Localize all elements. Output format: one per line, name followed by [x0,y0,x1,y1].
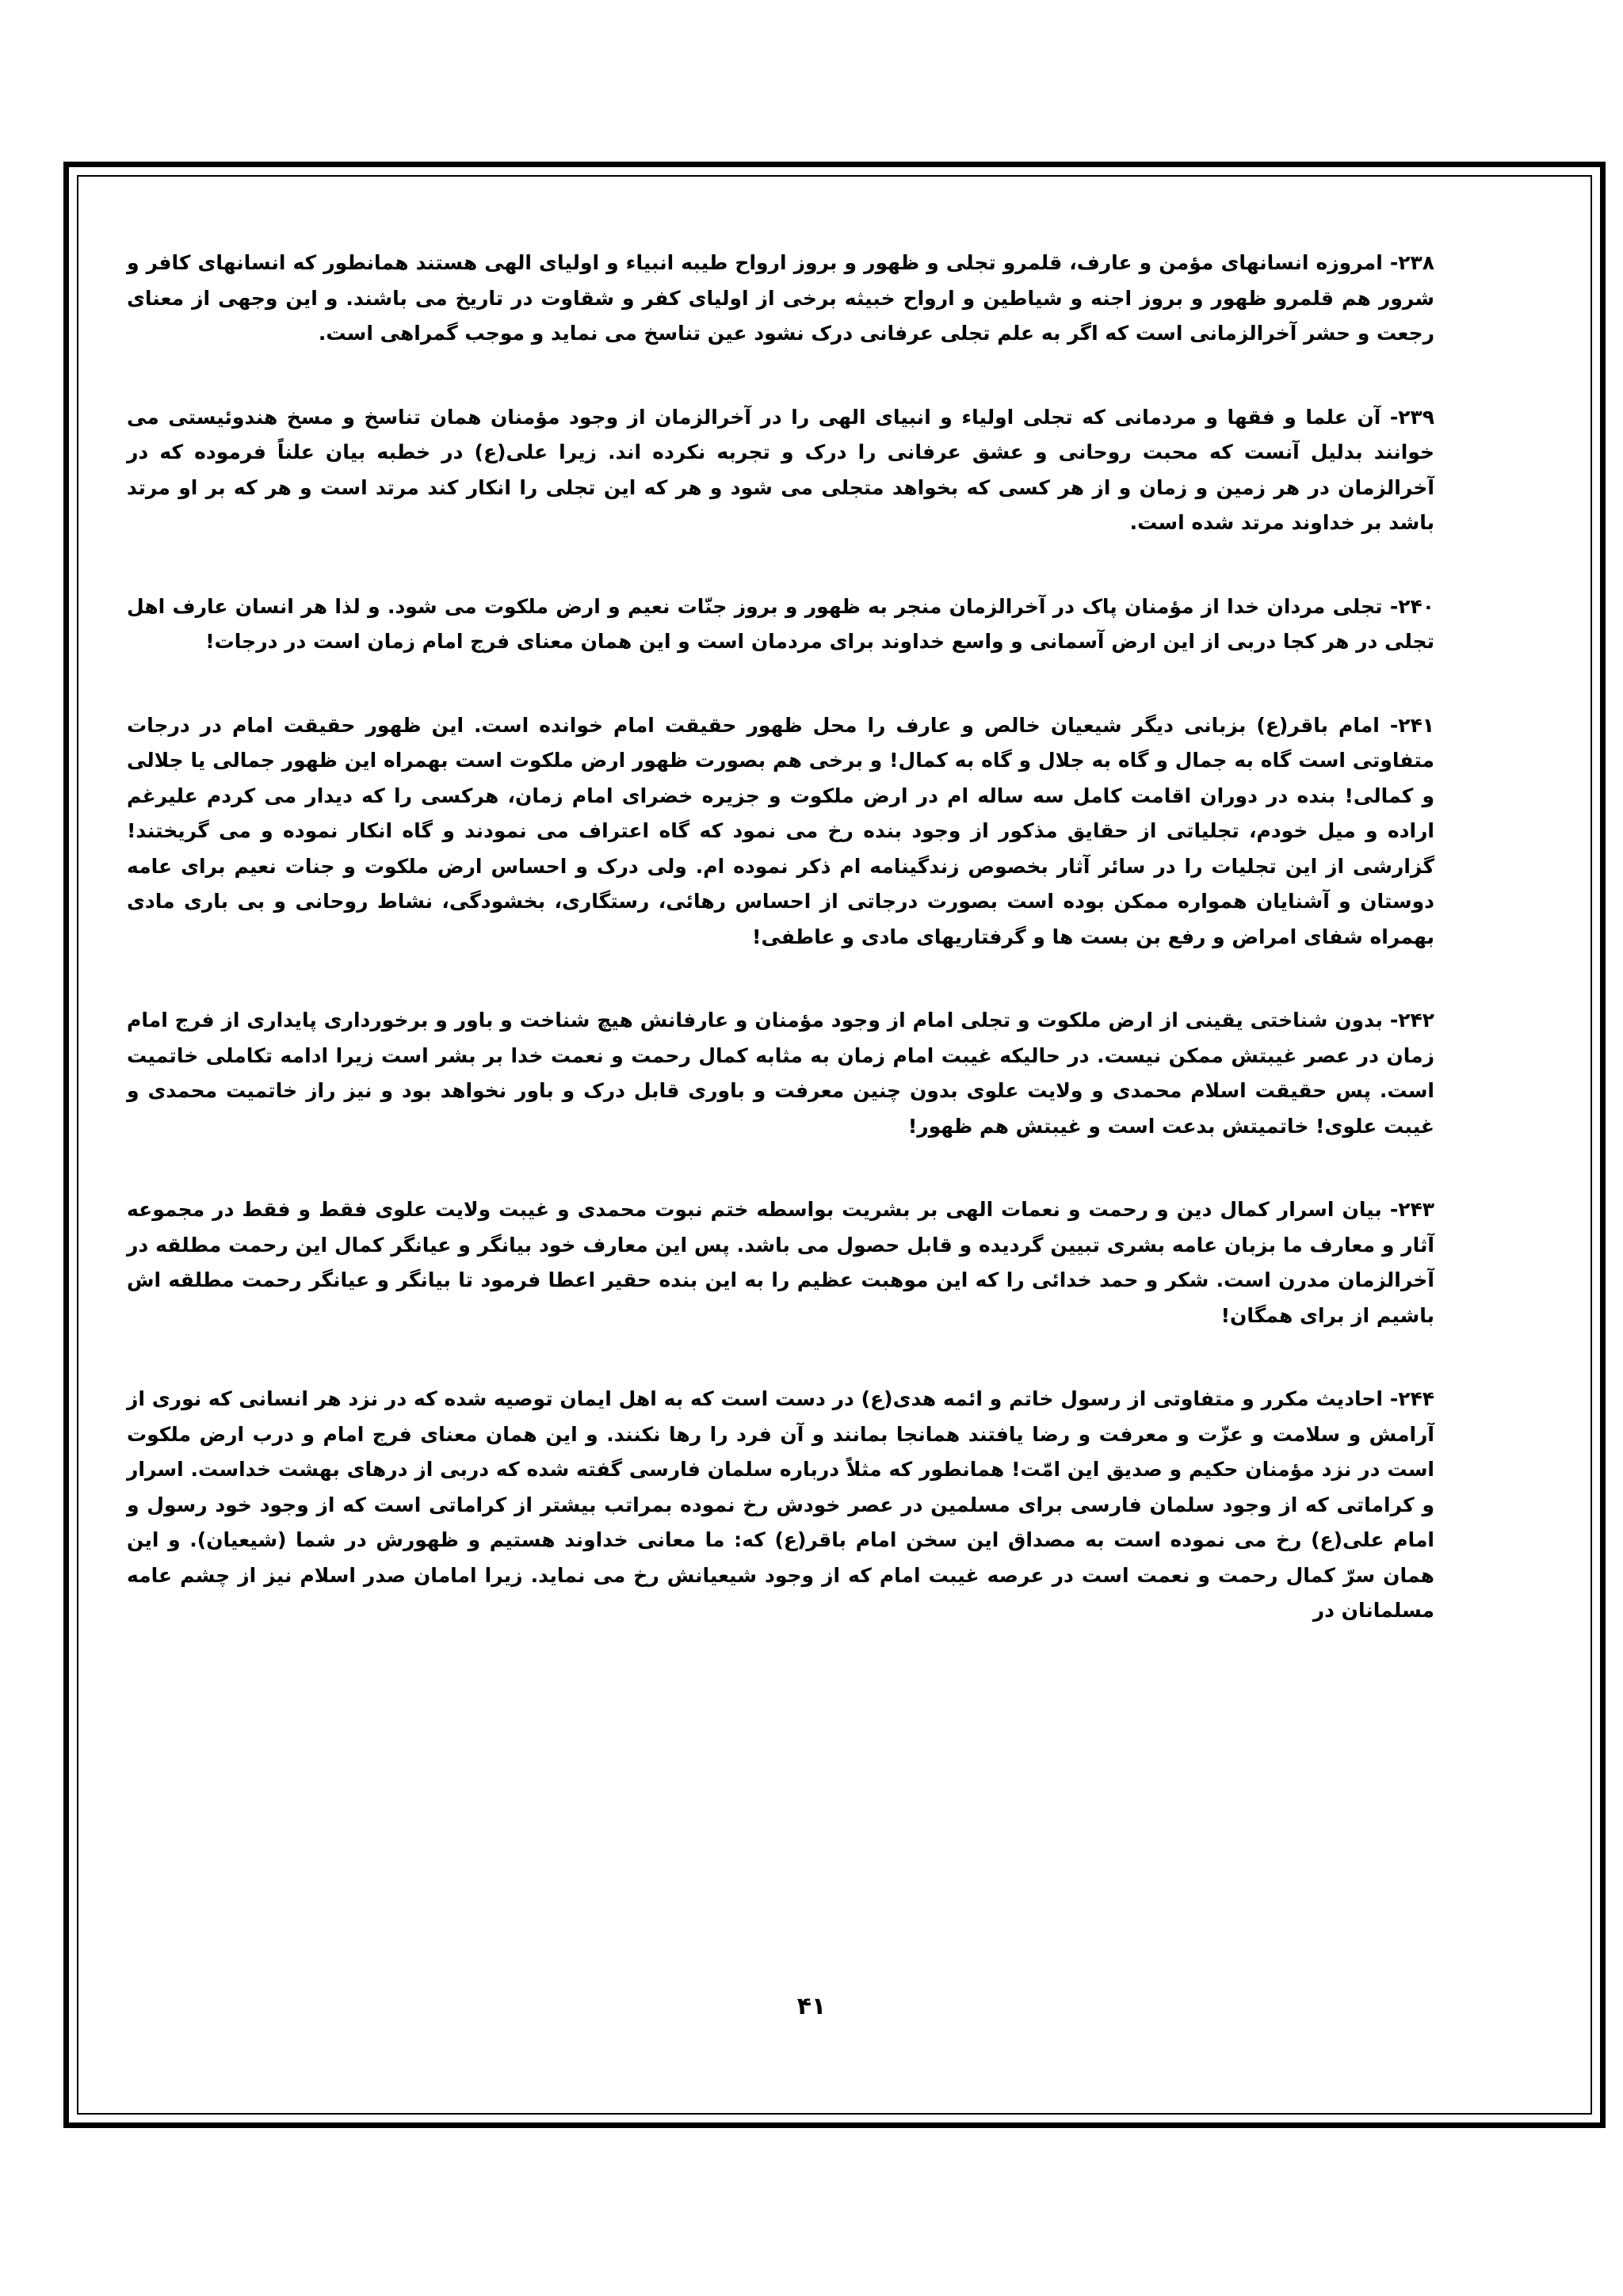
paragraph-number: ۲۴۰- [1389,594,1434,618]
paragraph-text: بدون شناختی یقینی از ارض ملکوت و تجلی امام از وجود مؤمنان و عارفانش هیچ شناخت و باور و برخورداری پایداری از فرج امام زمان در عصر غیبتش ممکن نیست. در حالیکه غیبت امام زمان به مثابه کمال رحمت و نعمت خدا بر بشر است زیرا ادامه تکاملی خاتمیت است. پس حقیقت اسلام محمدی و ولایت علوی بدون چنین معرفت و باوری قابل درک و باور نخواهد بود و نیز راز خاتمیت محمدی و غیبت علوی! خاتمیتش بدعت است و غیبتش هم ظهور! [127,1009,1434,1138]
paragraph-238 [127,246,1434,352]
paragraph-text: آن علما و فقها و مردمانی که تجلی اولیاء و انبیای الهی را در آخرالزمان از وجود مؤمنان همان تناسخ و مسخ هندوئیستی می خوانند بدلیل آنست که محبت روحانی و عشق عرفانی را درک و تجربه نکرده اند. زیرا علی(ع) در خطبه بیان علناً فرموده که در آخرالزمان در هر زمین و زمان و از هر کسی که بخواهد متجلی می شود و هر که این تجلی را انکار کند مرتد است و هر که بر او مرتد باشد بر خداوند مرتد شده است. [127,405,1434,534]
paragraph-text: تجلی مردان خدا از مؤمنان پاک در آخرالزمان منجر به ظهور و بروز جنّات نعیم و ارض ملکوت می شود. و لذا هر انسان عارف اهل تجلی در هر کجا دربی از این ارض آسمانی و واسع خداوند برای مردمان است و این همان معنای فرج امام زمان است در درجات! [127,594,1434,653]
paragraph-number: ۲۴۳- [1389,1198,1434,1221]
paragraph-text: امام باقر(ع) بزبانی دیگر شیعیان خالص و عارف را محل ظهور حقیقت امام خوانده است. این ظهور حقیقت امام در درجات متفاوتی است گاه به جمال و گاه به جلال و گاه به کمال! و برخی هم بصورت ظهور ارض ملکوت است بهمراه این ظهور جمالی یا جلالی و کمالی! بنده در دوران اقامت کامل سه ساله ام در ارض ملکوت و جزیره خضرای امام زمان، هرکسی را که دیدار می کردم علیرغم اراده و میل خودم، تجلیاتی از حقایق مذکور از وجود بنده رخ می نمود که گاه اعتراف می نمودند و گاه انکار نموده و می گریختند! گزارشی از این تجلیات را در سائر آثار بخصوص زندگینامه ام ذکر نموده ام. ولی درک و احساس ارض ملکوت و جنات نعیم برای عامه دوستان و آشنایان همواره ممکن بوده است بصورت درجاتی از احساس رهائی، رستگاری، بخشودگی، نشاط روحانی و بی باری مادی بهمراه شفای امراض و رفع بن بست ها و گرفتاریهای مادی و عاطفی! [127,713,1434,948]
paragraph-239 [127,400,1434,541]
paragraph-text: احادیث مکرر و متفاوتی از رسول خاتم و ائمه هدی(ع) در دست است که به اهل ایمان توصیه شده که در نزد هر انسانی که نوری از آرامش و سلامت و عزّت و معرفت و رضا یافتند همانجا بمانند و آن فرد را رها نکنند. و این همان معنای فرج امام و درب ارض ملکوت است در نزد مؤمنان حکیم و صدیق این امّت! همانطور که مثلاً درباره سلمان فارسی گفته شده که دربی از درهای بهشت خداست. اسرار و کراماتی که از وجود سلمان فارسی برای مسلمین در عصر خودش رخ نموده بمراتب بیشتر از کراماتی است که از وجود خود رسول و امام علی(ع) رخ می نموده است به مصداق این سخن امام باقر(ع) که: ما معانی خداوند هستیم و ظهورش در شما (شیعیان). و این همان سرّ کمال رحمت و نعمت است در عرصه غیبت امام که از وجود شیعیانش رخ می نماید. زیرا امامان صدر اسلام نیز از چشم عامه مسلمانان در [127,1387,1434,1622]
paragraph-text: بیان اسرار کمال دین و رحمت و نعمات الهی بر بشریت بواسطه ختم نبوت محمدی و غیبت ولایت علوی فقط و فقط در مجموعه آثار و معارف ما بزبان عامه بشری تبیین گردیده و قابل حصول می باشد. پس این معارف خود بیانگر و عیانگر کمال این رحمت مطلقه در آخرالزمان مدرن است. شکر و حمد خدائی را که این موهبت عظیم را به این بنده حقیر اعطا فرمود تا بیانگر و عیانگر رحمت مطلقه اش باشیم از برای همگان! [127,1198,1434,1327]
paragraph-number: ۲۳۸- [1389,251,1434,274]
paragraph-text: امروزه انسانهای مؤمن و عارف، قلمرو تجلی و ظهور و بروز ارواح طیبه انبیاء و اولیای الهی هستند همانطور که انسانهای کافر و شرور هم قلمرو ظهور و بروز اجنه و شیاطین و ارواح خبیثه برخی از اولیای کفر و شقاوت در تاریخ می باشند. و این وجهی از معنای رجعت و حشر آخرالزمانی است که اگر به علم تجلی عرفانی درک نشود عین تناسخ می نماید و موجب گمراهی است. [127,251,1434,345]
page-number: ۴۱ [796,1993,827,2020]
paragraph-240 [127,589,1434,660]
paragraph-number: ۲۳۹- [1389,405,1434,429]
paragraph-241 [127,708,1434,955]
paragraph-242 [127,1003,1434,1144]
paragraph-number: ۲۴۱- [1389,713,1434,737]
paragraph-244 [127,1382,1434,1629]
page-body [127,246,1434,1677]
paragraph-number: ۲۴۴- [1389,1387,1434,1410]
paragraph-number: ۲۴۲- [1389,1009,1434,1032]
paragraph-243 [127,1192,1434,1333]
